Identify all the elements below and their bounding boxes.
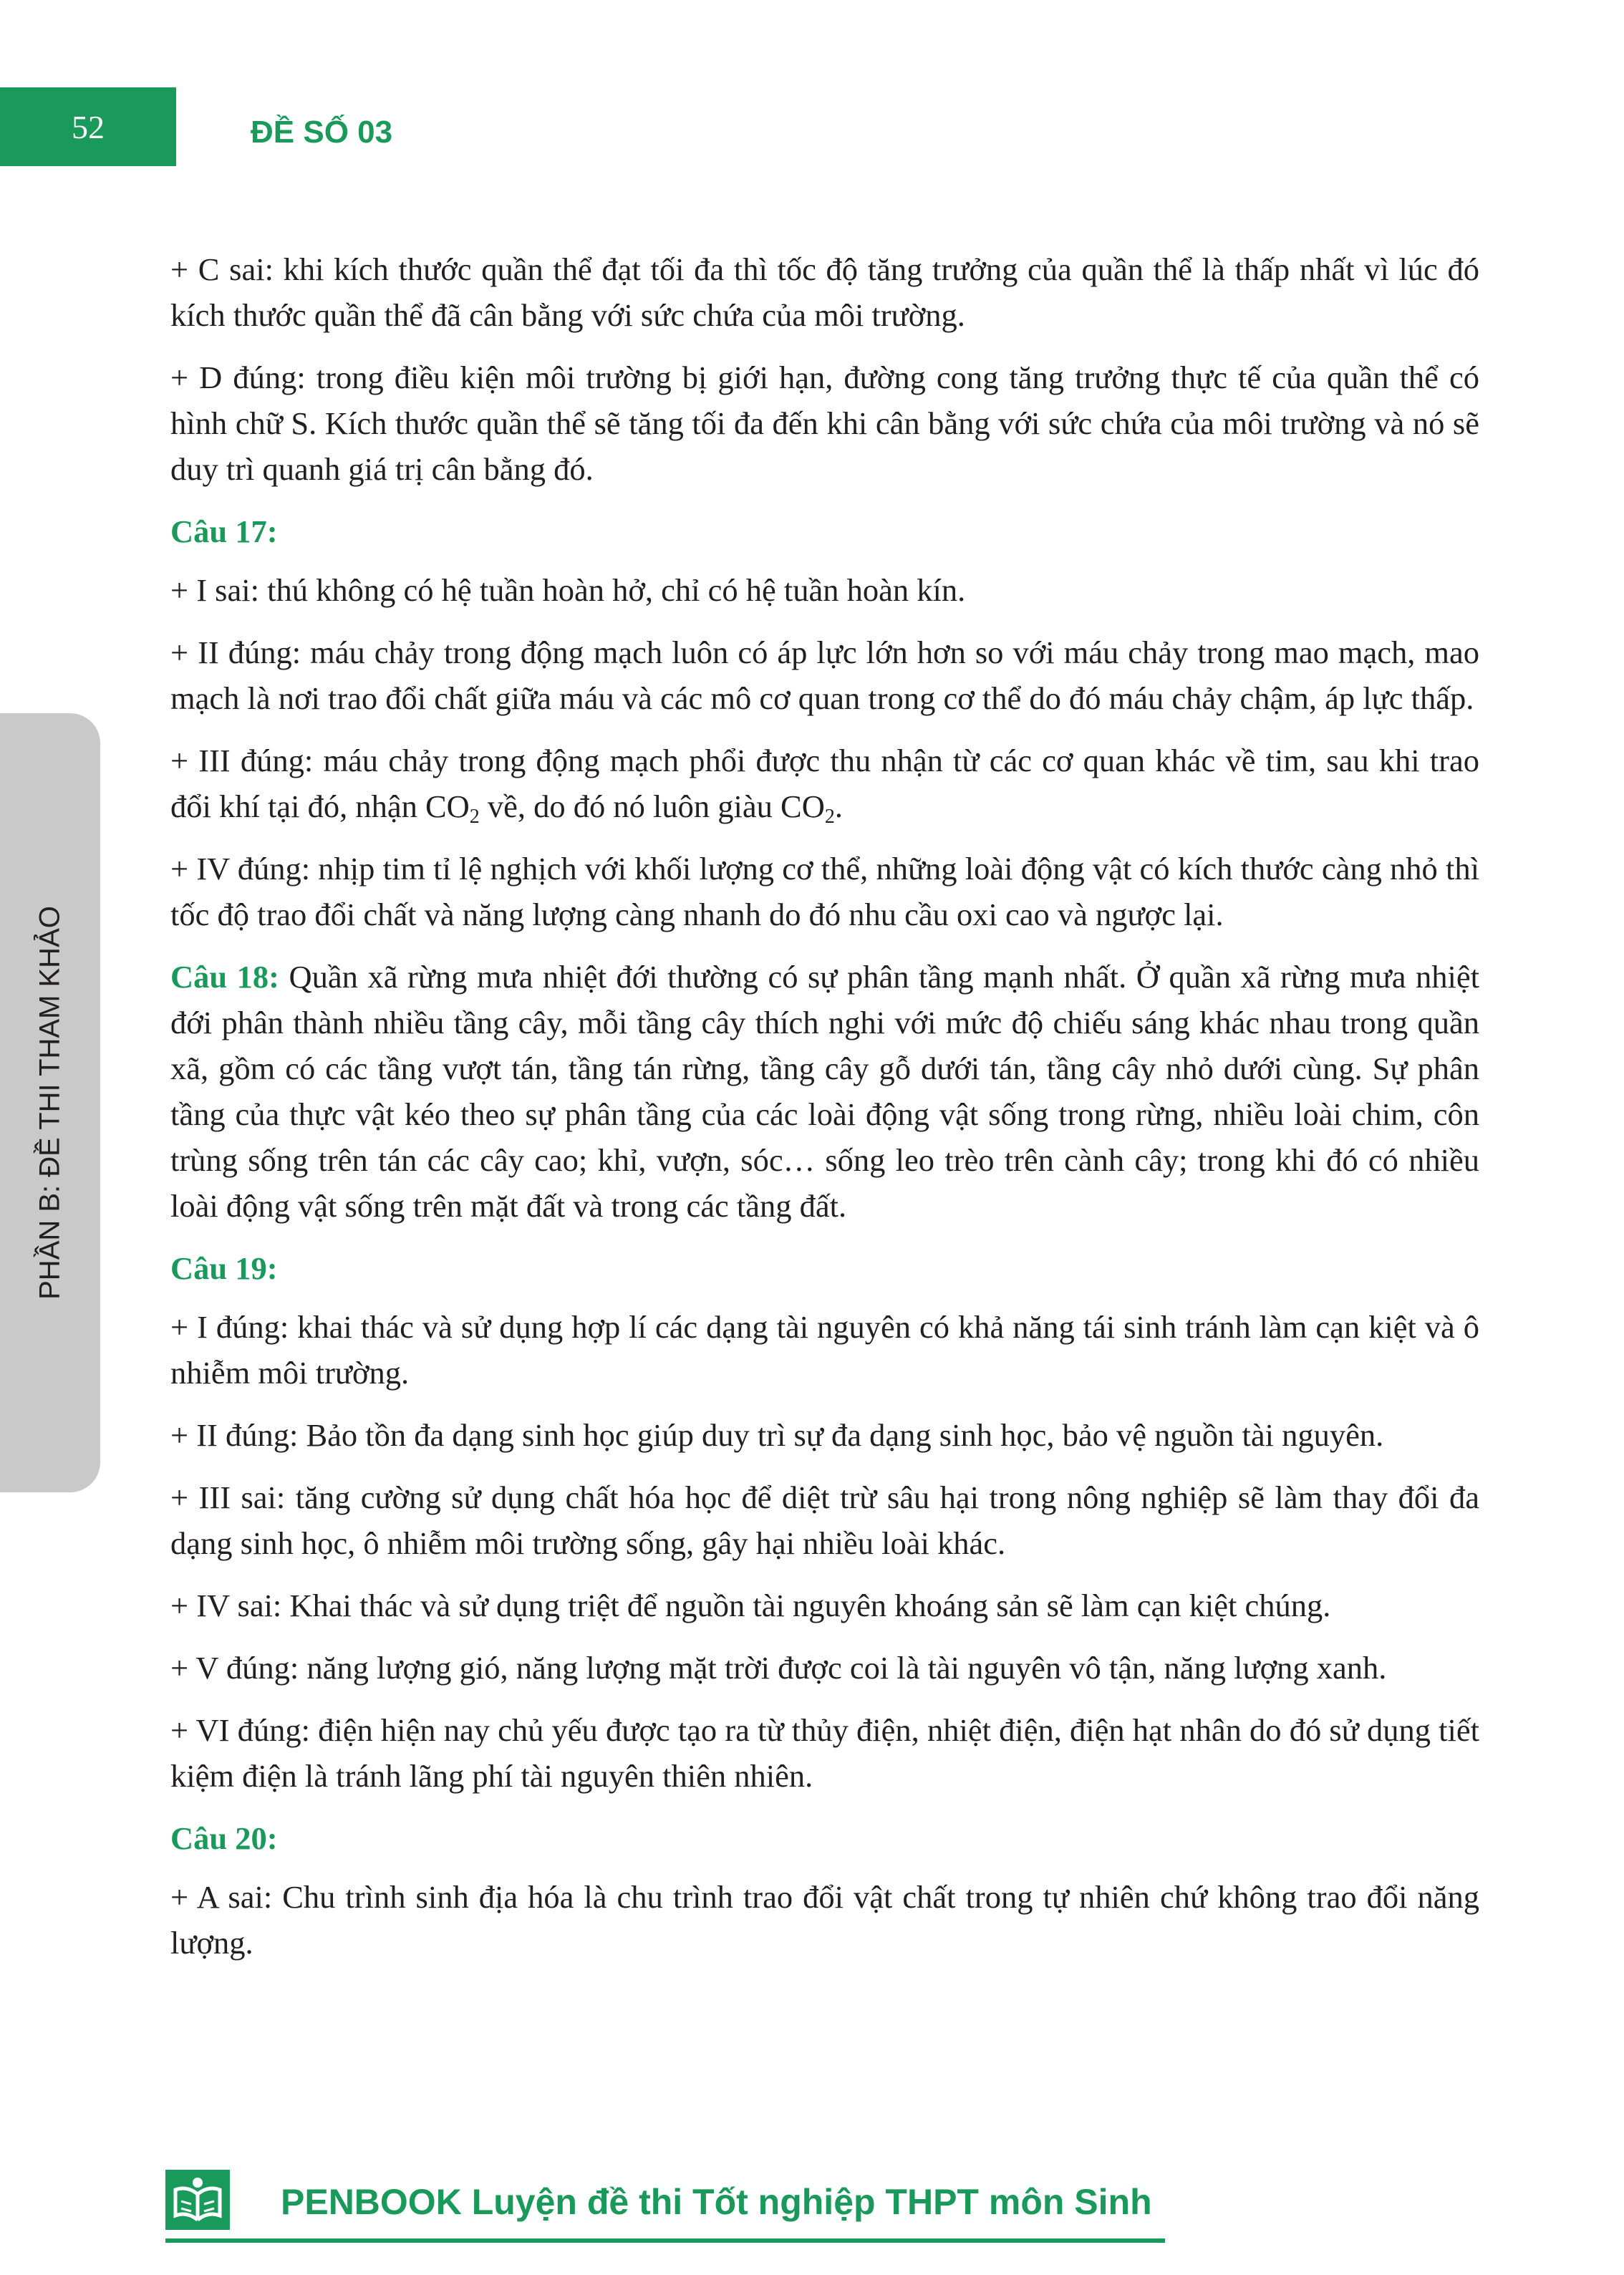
footer-title: PENBOOK Luyện đề thi Tốt nghiệp THPT môn Sinh bbox=[281, 2182, 1152, 2222]
paragraph-text: + III đúng: máu chảy trong động mạch phổi được thu nhận từ các cơ quan khác về tim, sau khi trao đổi khí tại đó, nhận CO bbox=[170, 743, 1479, 824]
subscript: 2 bbox=[469, 806, 480, 828]
question-heading bbox=[170, 1245, 1479, 1291]
paragraph-text: về, do đó nó luôn giàu CO bbox=[479, 788, 825, 824]
answer-paragraph bbox=[170, 1874, 1479, 1966]
paragraph-text: + II đúng: Bảo tồn đa dạng sinh học giúp duy trì sự đa dạng sinh học, bảo vệ nguồn tài nguyên. bbox=[170, 1417, 1384, 1453]
answer-paragraph bbox=[170, 629, 1479, 721]
question-label: Câu 18: bbox=[170, 959, 279, 995]
answer-paragraph bbox=[170, 1645, 1479, 1691]
answer-paragraph bbox=[170, 954, 1479, 1229]
paragraph-text: + IV đúng: nhịp tim tỉ lệ nghịch với khối lượng cơ thể, những loài động vật có kích thước càng nhỏ thì tốc độ trao đổi chất và năng lượng càng nhanh do đó nhu cầu oxi cao và ngược lại. bbox=[170, 851, 1479, 932]
paragraph-text: + I sai: thú không có hệ tuần hoàn hở, chỉ có hệ tuần hoàn kín. bbox=[170, 572, 966, 608]
book-logo-icon bbox=[165, 2170, 230, 2230]
paragraph-text: + II đúng: máu chảy trong động mạch luôn có áp lực lớn hơn so với máu chảy trong mao mạch, mao mạch là nơi trao đổi chất giữa máu và các mô cơ quan trong cơ thể do đó máu chảy chậm, áp lực thấp. bbox=[170, 634, 1479, 716]
paragraph-text: + IV sai: Khai thác và sử dụng triệt để nguồn tài nguyên khoáng sản sẽ làm cạn kiệt chúng. bbox=[170, 1588, 1331, 1623]
paragraph-text: + D đúng: trong điều kiện môi trường bị giới hạn, đường cong tăng trưởng thực tế của quần thể có hình chữ S. Kích thước quần thể sẽ tăng tối đa đến khi cân bằng với sức chứa của môi trường và nó sẽ duy trì quanh giá trị cân bằng đó. bbox=[170, 359, 1479, 487]
question-label: Câu 20: bbox=[170, 1820, 278, 1856]
answer-paragraph bbox=[170, 846, 1479, 937]
answer-paragraph bbox=[170, 1583, 1479, 1628]
paragraph-text: + I đúng: khai thác và sử dụng hợp lí các dạng tài nguyên có khả năng tái sinh tránh làm cạn kiệt và ô nhiễm môi trường. bbox=[170, 1309, 1479, 1391]
answer-paragraph bbox=[170, 1304, 1479, 1396]
paragraph-text: + C sai: khi kích thước quần thể đạt tối đa thì tốc độ tăng trưởng của quần thể là thấp nhất vì lúc đó kích thước quần thể đã cân bằng với sức chứa của môi trường. bbox=[170, 251, 1479, 333]
subscript: 2 bbox=[824, 806, 835, 828]
question-label: Câu 19: bbox=[170, 1250, 278, 1286]
answer-paragraph bbox=[170, 354, 1479, 492]
answer-paragraph bbox=[170, 1707, 1479, 1799]
answer-paragraph bbox=[170, 246, 1479, 338]
question-heading bbox=[170, 508, 1479, 554]
answer-paragraph bbox=[170, 567, 1479, 613]
paragraph-text: + VI đúng: điện hiện nay chủ yếu được tạo ra từ thủy điện, nhiệt điện, điện hạt nhân do đó sử dụng tiết kiệm điện là tránh lãng phí tài nguyên thiên nhiên. bbox=[170, 1712, 1479, 1794]
paragraph-text: . bbox=[834, 788, 843, 824]
paragraph-text: + III sai: tăng cường sử dụng chất hóa học để diệt trừ sâu hại trong nông nghiệp sẽ làm thay đổi đa dạng sinh học, ô nhiễm môi trường sống, gây hại nhiều loài khác. bbox=[170, 1479, 1479, 1561]
answer-paragraph bbox=[170, 738, 1479, 829]
question-label: Câu 17: bbox=[170, 513, 278, 549]
page-content bbox=[170, 246, 1479, 1982]
answer-paragraph bbox=[170, 1474, 1479, 1566]
answer-paragraph bbox=[170, 1412, 1479, 1458]
section-title: ĐỀ SỐ 03 bbox=[251, 115, 393, 150]
page-number: 52 bbox=[0, 87, 176, 166]
paragraph-text: + A sai: Chu trình sinh địa hóa là chu trình trao đổi vật chất trong tự nhiên chứ không trao đổi năng lượng. bbox=[170, 1879, 1479, 1961]
paragraph-text: + V đúng: năng lượng gió, năng lượng mặt trời được coi là tài nguyên vô tận, năng lượng xanh. bbox=[170, 1650, 1387, 1686]
footer-divider bbox=[165, 2238, 1165, 2243]
side-tab-label: PHẦN B: ĐỀ THI THAM KHẢO bbox=[34, 906, 66, 1300]
question-heading bbox=[170, 1815, 1479, 1861]
paragraph-text: Quần xã rừng mưa nhiệt đới thường có sự phân tầng mạnh nhất. Ở quần xã rừng mưa nhiệt đới phân thành nhiều tầng cây, mỗi tầng cây thích nghi với mức độ chiếu sáng khác nhau trong quần xã, gồm có các tầng vượt tán, tầng tán rừng, tầng cây gỗ dưới tán, tầng cây nhỏ dưới cùng. Sự phân tầng của thực vật kéo theo sự phân tầng của các loài động vật sống trong rừng, nhiều loài chim, côn trùng sống trên tán các cây cao; khỉ, vượn, sóc… sống leo trèo trên cành cây; trong khi đó có nhiều loài động vật sống trên mặt đất và trong các tầng đất. bbox=[170, 959, 1479, 1224]
